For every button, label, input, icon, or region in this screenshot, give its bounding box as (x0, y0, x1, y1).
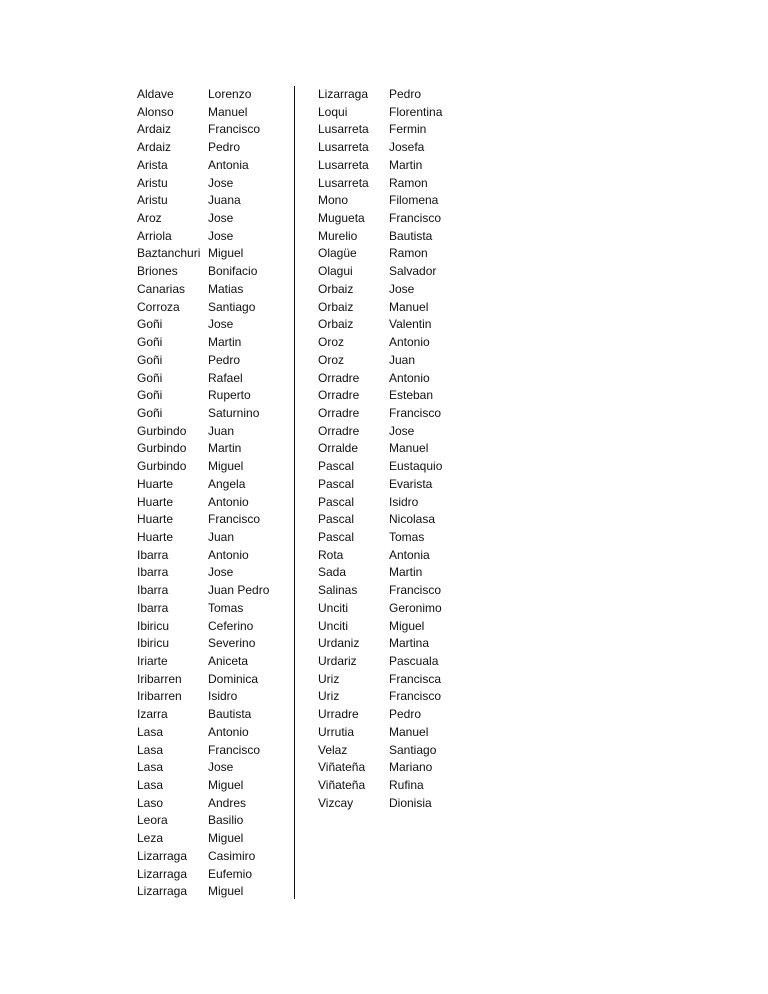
surname-cell: Huarte (137, 476, 174, 491)
given-name-cell: Salvador (389, 264, 437, 279)
given-name-cell: Pedro (208, 352, 241, 367)
surname-cell: Olagui (318, 264, 353, 279)
given-name-cell: Angela (208, 476, 246, 491)
given-name-cell: Rufina (389, 778, 424, 793)
given-name-cell: Martin (389, 565, 423, 580)
given-name-cell: Manuel (389, 299, 429, 314)
surname-cell: Gurbindo (137, 441, 187, 456)
surname-cell: Mugueta (318, 211, 365, 226)
surname-cell: Mono (318, 193, 349, 208)
surname-cell: Lusarreta (318, 140, 369, 155)
surname-cell: Huarte (137, 529, 174, 544)
surname-cell: Baztanchuri (137, 246, 201, 261)
surname-cell: Orradre (318, 370, 360, 385)
given-name-cell: Dominica (208, 671, 259, 686)
surname-cell: Gurbindo (137, 423, 187, 438)
surname-cell: Lusarreta (318, 175, 369, 190)
given-name-cell: Pascuala (389, 654, 439, 668)
surname-cell: Goñi (137, 405, 163, 420)
given-name-cell: Andres (208, 795, 247, 810)
surname-cell: Iribarren (137, 689, 182, 704)
surname-cell: Iribarren (137, 671, 182, 686)
surname-cell: Aristu (137, 175, 168, 190)
given-name-cell: Tomas (389, 529, 425, 544)
surname-cell: Pascal (318, 494, 355, 509)
surname-cell: Canarias (137, 281, 186, 296)
surname-cell: Urdariz (318, 654, 357, 668)
given-name-cell: Basilio (208, 813, 244, 828)
surname-cell: Lasa (137, 778, 164, 793)
given-name-cell: Manuel (389, 441, 429, 456)
surname-cell: Lusarreta (318, 122, 369, 137)
given-name-cell: Casimiro (208, 848, 256, 863)
surname-cell: Pascal (318, 459, 355, 474)
surname-cell: Leora (137, 813, 168, 828)
surname-cell: Vizcay (318, 795, 354, 810)
surname-cell: Rota (318, 547, 344, 562)
given-name-cell: Martina (389, 636, 430, 651)
given-name-cell: Antonio (208, 547, 249, 562)
given-name-cell: Saturnino (208, 405, 260, 420)
surname-cell: Corroza (137, 299, 180, 314)
given-name-cell: Matias (208, 281, 244, 296)
surname-cell: Briones (137, 264, 178, 279)
given-name-cell: Ramon (389, 175, 428, 190)
surname-cell: Goñi (137, 335, 163, 350)
given-name-cell: Filomena (389, 193, 439, 208)
surname-cell: Lusarreta (318, 157, 369, 172)
given-name-cell: Martin (389, 157, 423, 172)
surname-cell: Viñateña (318, 760, 366, 775)
surname-cell: Goñi (137, 370, 163, 385)
surname-cell: Olagüe (318, 246, 357, 261)
surname-cell: Ardaiz (137, 122, 172, 137)
surname-cell: Unciti (318, 600, 349, 615)
given-name-cell: Josefa (389, 140, 425, 155)
given-name-cell: Bautista (208, 707, 252, 722)
surname-cell: Ibiricu (137, 618, 170, 633)
given-name-cell: Jose (208, 175, 234, 190)
surname-cell: Sada (318, 565, 347, 580)
given-name-cell: Juan (208, 423, 235, 438)
given-name-cell: Jose (389, 423, 415, 438)
surname-cell: Orralde (318, 441, 359, 456)
given-name-cell: Eufemio (208, 866, 253, 881)
surname-cell: Ibarra (137, 600, 169, 615)
surname-cell: Izarra (137, 707, 168, 722)
surname-cell: Uriz (318, 689, 340, 704)
given-name-cell: Francisco (389, 405, 442, 420)
surname-cell: Arriola (137, 228, 172, 243)
given-name-cell: Francisco (389, 211, 442, 226)
given-name-cell: Jose (208, 760, 234, 775)
given-name-cell: Juan Pedro (208, 583, 270, 598)
surname-cell: Uriz (318, 671, 340, 686)
given-name-cell: Miguel (389, 618, 425, 633)
given-name-cell: Evarista (389, 476, 433, 491)
given-name-cell: Francisco (389, 583, 442, 598)
surname-cell: Orradre (318, 405, 360, 420)
given-name-cell: Mariano (389, 760, 433, 775)
column-divider-line (294, 86, 295, 899)
surname-cell: Oroz (318, 335, 345, 350)
surname-cell: Orradre (318, 423, 360, 438)
given-name-cell: Jose (208, 565, 234, 580)
given-name-cell: Martin (208, 335, 242, 350)
surname-cell: Goñi (137, 352, 163, 367)
given-name-cell: Valentin (389, 317, 432, 332)
surname-cell: Pascal (318, 512, 355, 527)
given-name-cell: Geronimo (389, 600, 442, 615)
given-name-cell: Aniceta (208, 654, 249, 668)
given-name-cell: Jose (389, 281, 415, 296)
surname-cell: Loqui (318, 104, 348, 119)
given-name-cell: Francisco (208, 512, 261, 527)
given-name-cell: Juan (389, 352, 416, 367)
surname-cell: Unciti (318, 618, 349, 633)
given-name-cell: Manuel (389, 724, 429, 739)
given-name-cell: Rafael (208, 370, 243, 385)
surname-cell: Lasa (137, 760, 164, 775)
given-name-cell: Manuel (208, 104, 248, 119)
given-name-cell: Florentina (389, 104, 443, 119)
given-name-cell: Antonio (208, 724, 249, 739)
surname-cell: Lizarraga (137, 884, 188, 899)
given-name-cell: Santiago (389, 742, 437, 757)
surname-cell: Lizarraga (318, 87, 369, 101)
given-name-cell: Antonia (208, 157, 249, 172)
surname-cell: Urdaniz (318, 636, 360, 651)
given-name-cell: Jose (208, 211, 234, 226)
given-name-cell: Lorenzo (208, 87, 252, 101)
surname-cell: Oroz (318, 352, 345, 367)
given-name-cell: Isidro (208, 689, 238, 704)
given-name-cell: Tomas (208, 600, 244, 615)
given-name-cell: Antonio (389, 370, 430, 385)
given-name-cell: Ruperto (208, 388, 251, 403)
surname-cell: Iriarte (137, 654, 168, 668)
given-name-cell: Juana (208, 193, 241, 208)
surname-cell: Ibarra (137, 565, 169, 580)
given-name-cell: Ramon (389, 246, 428, 261)
surname-cell: Lasa (137, 742, 164, 757)
given-name-cell: Isidro (389, 494, 419, 509)
given-name-cell: Miguel (208, 459, 244, 474)
surname-cell: Urrutia (318, 724, 355, 739)
surname-cell: Pascal (318, 529, 355, 544)
surname-cell: Viñateña (318, 778, 366, 793)
given-name-cell: Juan (208, 529, 235, 544)
surname-cell: Orbaiz (318, 281, 354, 296)
given-name-cell: Pedro (208, 140, 241, 155)
surname-cell: Orbaiz (318, 299, 354, 314)
surname-cell: Huarte (137, 494, 174, 509)
given-name-cell: Jose (208, 317, 234, 332)
surname-cell: Orradre (318, 388, 360, 403)
surname-cell: Ardaiz (137, 140, 172, 155)
surname-cell: Laso (137, 795, 164, 810)
given-name-cell: Francisco (389, 689, 442, 704)
given-name-cell: Antonio (208, 494, 249, 509)
surname-cell: Alonso (137, 104, 174, 119)
surname-cell: Ibiricu (137, 636, 170, 651)
given-name-cell: Pedro (389, 707, 422, 722)
given-name-cell: Fermin (389, 122, 427, 137)
given-name-cell: Jose (208, 228, 234, 243)
given-name-cell: Miguel (208, 831, 244, 846)
surname-cell: Goñi (137, 388, 163, 403)
given-name-cell: Bonifacio (208, 264, 258, 279)
given-name-cell: Martin (208, 441, 242, 456)
surname-cell: Murelio (318, 228, 358, 243)
given-name-cell: Miguel (208, 778, 244, 793)
given-name-cell: Antonio (389, 335, 430, 350)
surname-cell: Leza (137, 831, 164, 846)
given-name-cell: Ceferino (208, 618, 254, 633)
surname-cell: Lizarraga (137, 866, 188, 881)
surname-cell: Ibarra (137, 547, 169, 562)
given-name-cell: Esteban (389, 388, 434, 403)
surname-cell: Huarte (137, 512, 174, 527)
surname-cell: Urradre (318, 707, 359, 722)
surname-cell: Aristu (137, 193, 168, 208)
given-name-cell: Nicolasa (389, 512, 436, 527)
surname-cell: Aroz (137, 211, 162, 226)
surname-cell: Aldave (137, 87, 174, 101)
surname-cell: Velaz (318, 742, 348, 757)
surname-cell: Ibarra (137, 583, 169, 598)
surname-cell: Pascal (318, 476, 355, 491)
surname-cell: Gurbindo (137, 459, 187, 474)
given-name-cell: Eustaquio (389, 459, 443, 474)
given-name-cell: Antonia (389, 547, 430, 562)
given-name-cell: Bautista (389, 228, 433, 243)
surname-cell: Arista (137, 157, 168, 172)
surname-cell: Goñi (137, 317, 163, 332)
given-name-cell: Francisco (208, 742, 261, 757)
surname-cell: Salinas (318, 583, 358, 598)
given-name-cell: Miguel (208, 246, 244, 261)
given-name-cell: Dionisia (389, 795, 432, 810)
given-name-cell: Miguel (208, 884, 244, 899)
given-name-cell: Santiago (208, 299, 256, 314)
surname-cell: Lasa (137, 724, 164, 739)
given-name-cell: Francisca (389, 671, 442, 686)
given-name-cell: Severino (208, 636, 256, 651)
given-name-cell: Francisco (208, 122, 261, 137)
given-name-cell: Pedro (389, 87, 422, 101)
surname-cell: Lizarraga (137, 848, 188, 863)
surname-cell: Orbaiz (318, 317, 354, 332)
